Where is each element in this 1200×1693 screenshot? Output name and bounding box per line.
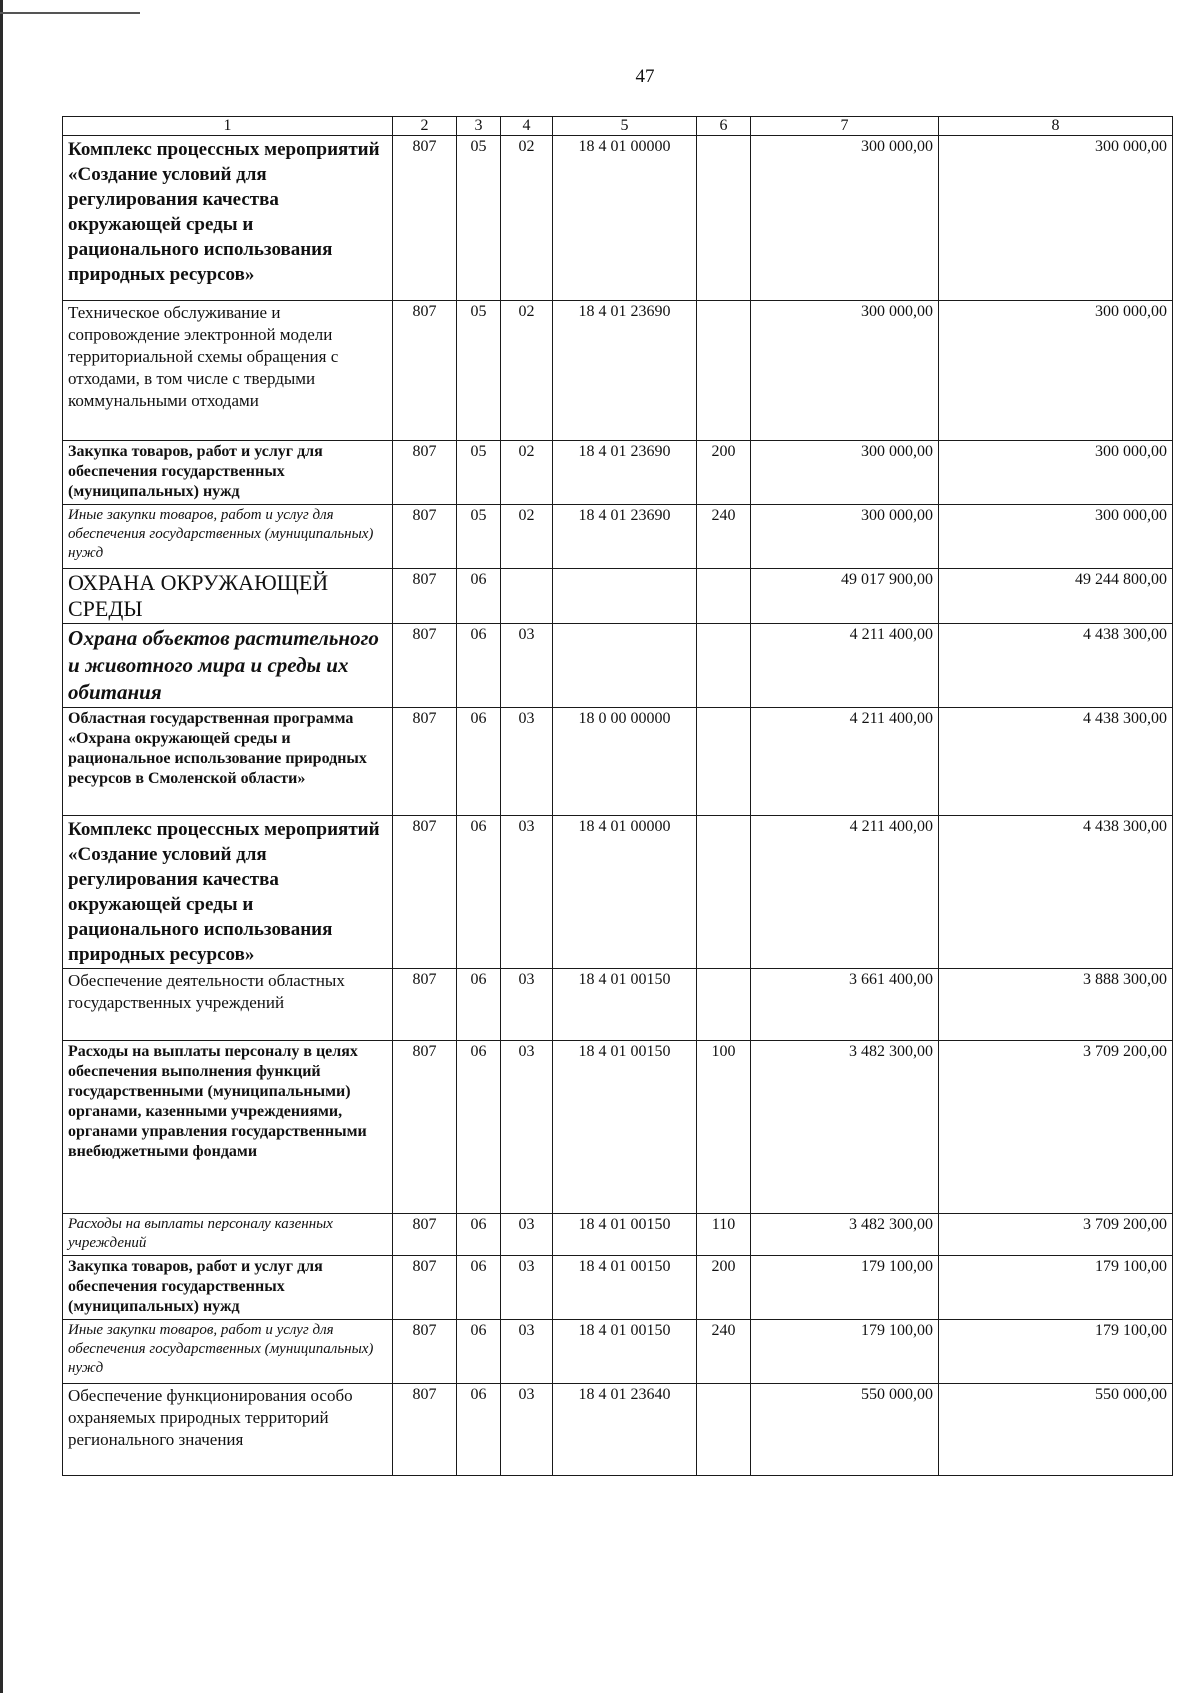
row-expense-type-cell <box>697 816 751 969</box>
row-expense-type-cell: 240 <box>697 505 751 569</box>
row-section-cell: 06 <box>457 1256 501 1320</box>
row-section-cell: 06 <box>457 816 501 969</box>
row-expense-type-cell <box>697 969 751 1041</box>
row-amount-1-cell: 179 100,00 <box>751 1320 939 1384</box>
row-amount-1-cell: 179 100,00 <box>751 1256 939 1320</box>
row-section-cell: 06 <box>457 569 501 624</box>
row-section-cell: 06 <box>457 1041 501 1214</box>
row-admin-code-cell: 807 <box>393 569 457 624</box>
table-row <box>63 1214 1173 1256</box>
table-row <box>63 624 1173 708</box>
row-name-cell: Охрана объектов растительного и животного мира и среды их обитания <box>63 624 393 708</box>
row-section-cell: 06 <box>457 1214 501 1256</box>
header-cell-2: 2 <box>393 117 457 136</box>
row-subsection-cell: 02 <box>501 441 553 505</box>
row-amount-2-cell: 300 000,00 <box>939 505 1173 569</box>
row-amount-2-cell: 179 100,00 <box>939 1320 1173 1384</box>
row-name-cell: Закупка товаров, работ и услуг для обеспечения государственных (муниципальных) нужд <box>63 1256 393 1320</box>
row-section-cell: 05 <box>457 136 501 301</box>
row-subsection-cell: 02 <box>501 136 553 301</box>
row-name-cell: Техническое обслуживание и сопровождение электронной модели территориальной схемы обращения с отходами, в том числе с твердыми коммунальными отходами <box>63 301 393 441</box>
row-expense-type-cell: 110 <box>697 1214 751 1256</box>
row-target-article-cell: 18 4 01 00150 <box>553 1320 697 1384</box>
row-expense-type-cell <box>697 1384 751 1476</box>
table-row <box>63 708 1173 816</box>
row-amount-2-cell: 4 438 300,00 <box>939 816 1173 969</box>
row-name-cell: Областная государственная программа «Охрана окружающей среды и рациональное использование природных ресурсов в Смоленской области» <box>63 708 393 816</box>
row-admin-code-cell: 807 <box>393 301 457 441</box>
row-section-cell: 06 <box>457 624 501 708</box>
row-subsection-cell: 03 <box>501 1041 553 1214</box>
table-row <box>63 1041 1173 1214</box>
table-row <box>63 816 1173 969</box>
row-section-cell: 06 <box>457 708 501 816</box>
row-amount-1-cell: 300 000,00 <box>751 136 939 301</box>
table-row <box>63 505 1173 569</box>
row-admin-code-cell: 807 <box>393 136 457 301</box>
row-expense-type-cell <box>697 708 751 816</box>
row-amount-1-cell: 4 211 400,00 <box>751 708 939 816</box>
header-cell-4: 4 <box>501 117 553 136</box>
row-amount-1-cell: 3 482 300,00 <box>751 1041 939 1214</box>
row-expense-type-cell <box>697 569 751 624</box>
row-amount-2-cell: 4 438 300,00 <box>939 708 1173 816</box>
row-subsection-cell: 03 <box>501 708 553 816</box>
row-amount-1-cell: 300 000,00 <box>751 441 939 505</box>
row-amount-1-cell: 300 000,00 <box>751 505 939 569</box>
table-row <box>63 301 1173 441</box>
row-admin-code-cell: 807 <box>393 1384 457 1476</box>
row-section-cell: 05 <box>457 301 501 441</box>
scan-top-mark <box>0 12 140 14</box>
row-name-cell: Комплекс процессных мероприятий «Создание условий для регулирования качества окружающей среды и рационального использования природных ресурсов» <box>63 136 393 301</box>
row-expense-type-cell <box>697 136 751 301</box>
row-subsection-cell: 02 <box>501 505 553 569</box>
table-row <box>63 1320 1173 1384</box>
row-amount-1-cell: 3 661 400,00 <box>751 969 939 1041</box>
row-subsection-cell: 03 <box>501 1214 553 1256</box>
row-name-cell: Иные закупки товаров, работ и услуг для обеспечения государственных (муниципальных) нужд <box>63 1320 393 1384</box>
row-amount-1-cell: 4 211 400,00 <box>751 624 939 708</box>
row-name-cell: Обеспечение деятельности областных государственных учреждений <box>63 969 393 1041</box>
table-row <box>63 441 1173 505</box>
scan-edge-shadow <box>0 0 3 1693</box>
row-admin-code-cell: 807 <box>393 708 457 816</box>
row-amount-1-cell: 550 000,00 <box>751 1384 939 1476</box>
header-cell-8: 8 <box>939 117 1173 136</box>
row-amount-2-cell: 179 100,00 <box>939 1256 1173 1320</box>
row-subsection-cell <box>501 569 553 624</box>
row-subsection-cell: 03 <box>501 624 553 708</box>
row-section-cell: 06 <box>457 969 501 1041</box>
row-subsection-cell: 03 <box>501 1256 553 1320</box>
table-row <box>63 1256 1173 1320</box>
row-target-article-cell: 18 4 01 00150 <box>553 1041 697 1214</box>
table-row <box>63 1384 1173 1476</box>
row-amount-1-cell: 4 211 400,00 <box>751 816 939 969</box>
row-name-cell: ОХРАНА ОКРУЖАЮЩЕЙ СРЕДЫ <box>63 569 393 624</box>
row-target-article-cell: 18 4 01 00150 <box>553 1214 697 1256</box>
row-subsection-cell: 03 <box>501 969 553 1041</box>
row-expense-type-cell: 100 <box>697 1041 751 1214</box>
row-amount-2-cell: 3 709 200,00 <box>939 1214 1173 1256</box>
budget-table <box>62 116 1173 1476</box>
row-admin-code-cell: 807 <box>393 1256 457 1320</box>
row-amount-2-cell: 300 000,00 <box>939 301 1173 441</box>
row-amount-2-cell: 300 000,00 <box>939 441 1173 505</box>
header-cell-5: 5 <box>553 117 697 136</box>
row-section-cell: 05 <box>457 441 501 505</box>
row-subsection-cell: 03 <box>501 816 553 969</box>
row-target-article-cell: 18 4 01 00000 <box>553 136 697 301</box>
row-admin-code-cell: 807 <box>393 816 457 969</box>
row-target-article-cell: 18 4 01 00150 <box>553 1256 697 1320</box>
table-body <box>63 117 1173 1476</box>
table-header-row <box>63 117 1173 136</box>
row-target-article-cell: 18 4 01 23690 <box>553 505 697 569</box>
page-number: 47 <box>635 66 655 87</box>
row-admin-code-cell: 807 <box>393 1041 457 1214</box>
row-target-article-cell <box>553 624 697 708</box>
header-cell-6: 6 <box>697 117 751 136</box>
row-admin-code-cell: 807 <box>393 1320 457 1384</box>
row-target-article-cell: 18 4 01 23690 <box>553 441 697 505</box>
row-target-article-cell: 18 4 01 23690 <box>553 301 697 441</box>
row-name-cell: Обеспечение функционирования особо охраняемых природных территорий регионального значения <box>63 1384 393 1476</box>
row-target-article-cell: 18 4 01 00150 <box>553 969 697 1041</box>
table-row <box>63 969 1173 1041</box>
row-expense-type-cell: 200 <box>697 441 751 505</box>
row-name-cell: Комплекс процессных мероприятий «Создание условий для регулирования качества окружающей среды и рационального использования природных ресурсов» <box>63 816 393 969</box>
row-expense-type-cell: 240 <box>697 1320 751 1384</box>
row-target-article-cell: 18 4 01 23640 <box>553 1384 697 1476</box>
table-row <box>63 569 1173 624</box>
row-amount-2-cell: 4 438 300,00 <box>939 624 1173 708</box>
row-name-cell: Иные закупки товаров, работ и услуг для обеспечения государственных (муниципальных) нужд <box>63 505 393 569</box>
row-section-cell: 05 <box>457 505 501 569</box>
row-admin-code-cell: 807 <box>393 441 457 505</box>
row-amount-2-cell: 300 000,00 <box>939 136 1173 301</box>
row-name-cell: Закупка товаров, работ и услуг для обеспечения государственных (муниципальных) нужд <box>63 441 393 505</box>
row-amount-1-cell: 3 482 300,00 <box>751 1214 939 1256</box>
row-target-article-cell <box>553 569 697 624</box>
row-amount-1-cell: 49 017 900,00 <box>751 569 939 624</box>
row-amount-2-cell: 550 000,00 <box>939 1384 1173 1476</box>
row-amount-1-cell: 300 000,00 <box>751 301 939 441</box>
row-amount-2-cell: 49 244 800,00 <box>939 569 1173 624</box>
header-cell-3: 3 <box>457 117 501 136</box>
row-name-cell: Расходы на выплаты персоналу казенных учреждений <box>63 1214 393 1256</box>
row-amount-2-cell: 3 888 300,00 <box>939 969 1173 1041</box>
row-subsection-cell: 03 <box>501 1320 553 1384</box>
row-admin-code-cell: 807 <box>393 505 457 569</box>
row-expense-type-cell <box>697 301 751 441</box>
row-target-article-cell: 18 4 01 00000 <box>553 816 697 969</box>
row-name-cell: Расходы на выплаты персоналу в целях обеспечения выполнения функций государственными (муниципальными) органами, казенными учреждениями, органами управления государственными внебюджетными фондами <box>63 1041 393 1214</box>
row-target-article-cell: 18 0 00 00000 <box>553 708 697 816</box>
row-section-cell: 06 <box>457 1384 501 1476</box>
row-admin-code-cell: 807 <box>393 624 457 708</box>
row-subsection-cell: 03 <box>501 1384 553 1476</box>
row-expense-type-cell: 200 <box>697 1256 751 1320</box>
row-subsection-cell: 02 <box>501 301 553 441</box>
header-cell-7: 7 <box>751 117 939 136</box>
row-expense-type-cell <box>697 624 751 708</box>
row-admin-code-cell: 807 <box>393 1214 457 1256</box>
table-row <box>63 136 1173 301</box>
header-cell-1: 1 <box>63 117 393 136</box>
row-section-cell: 06 <box>457 1320 501 1384</box>
row-amount-2-cell: 3 709 200,00 <box>939 1041 1173 1214</box>
row-admin-code-cell: 807 <box>393 969 457 1041</box>
